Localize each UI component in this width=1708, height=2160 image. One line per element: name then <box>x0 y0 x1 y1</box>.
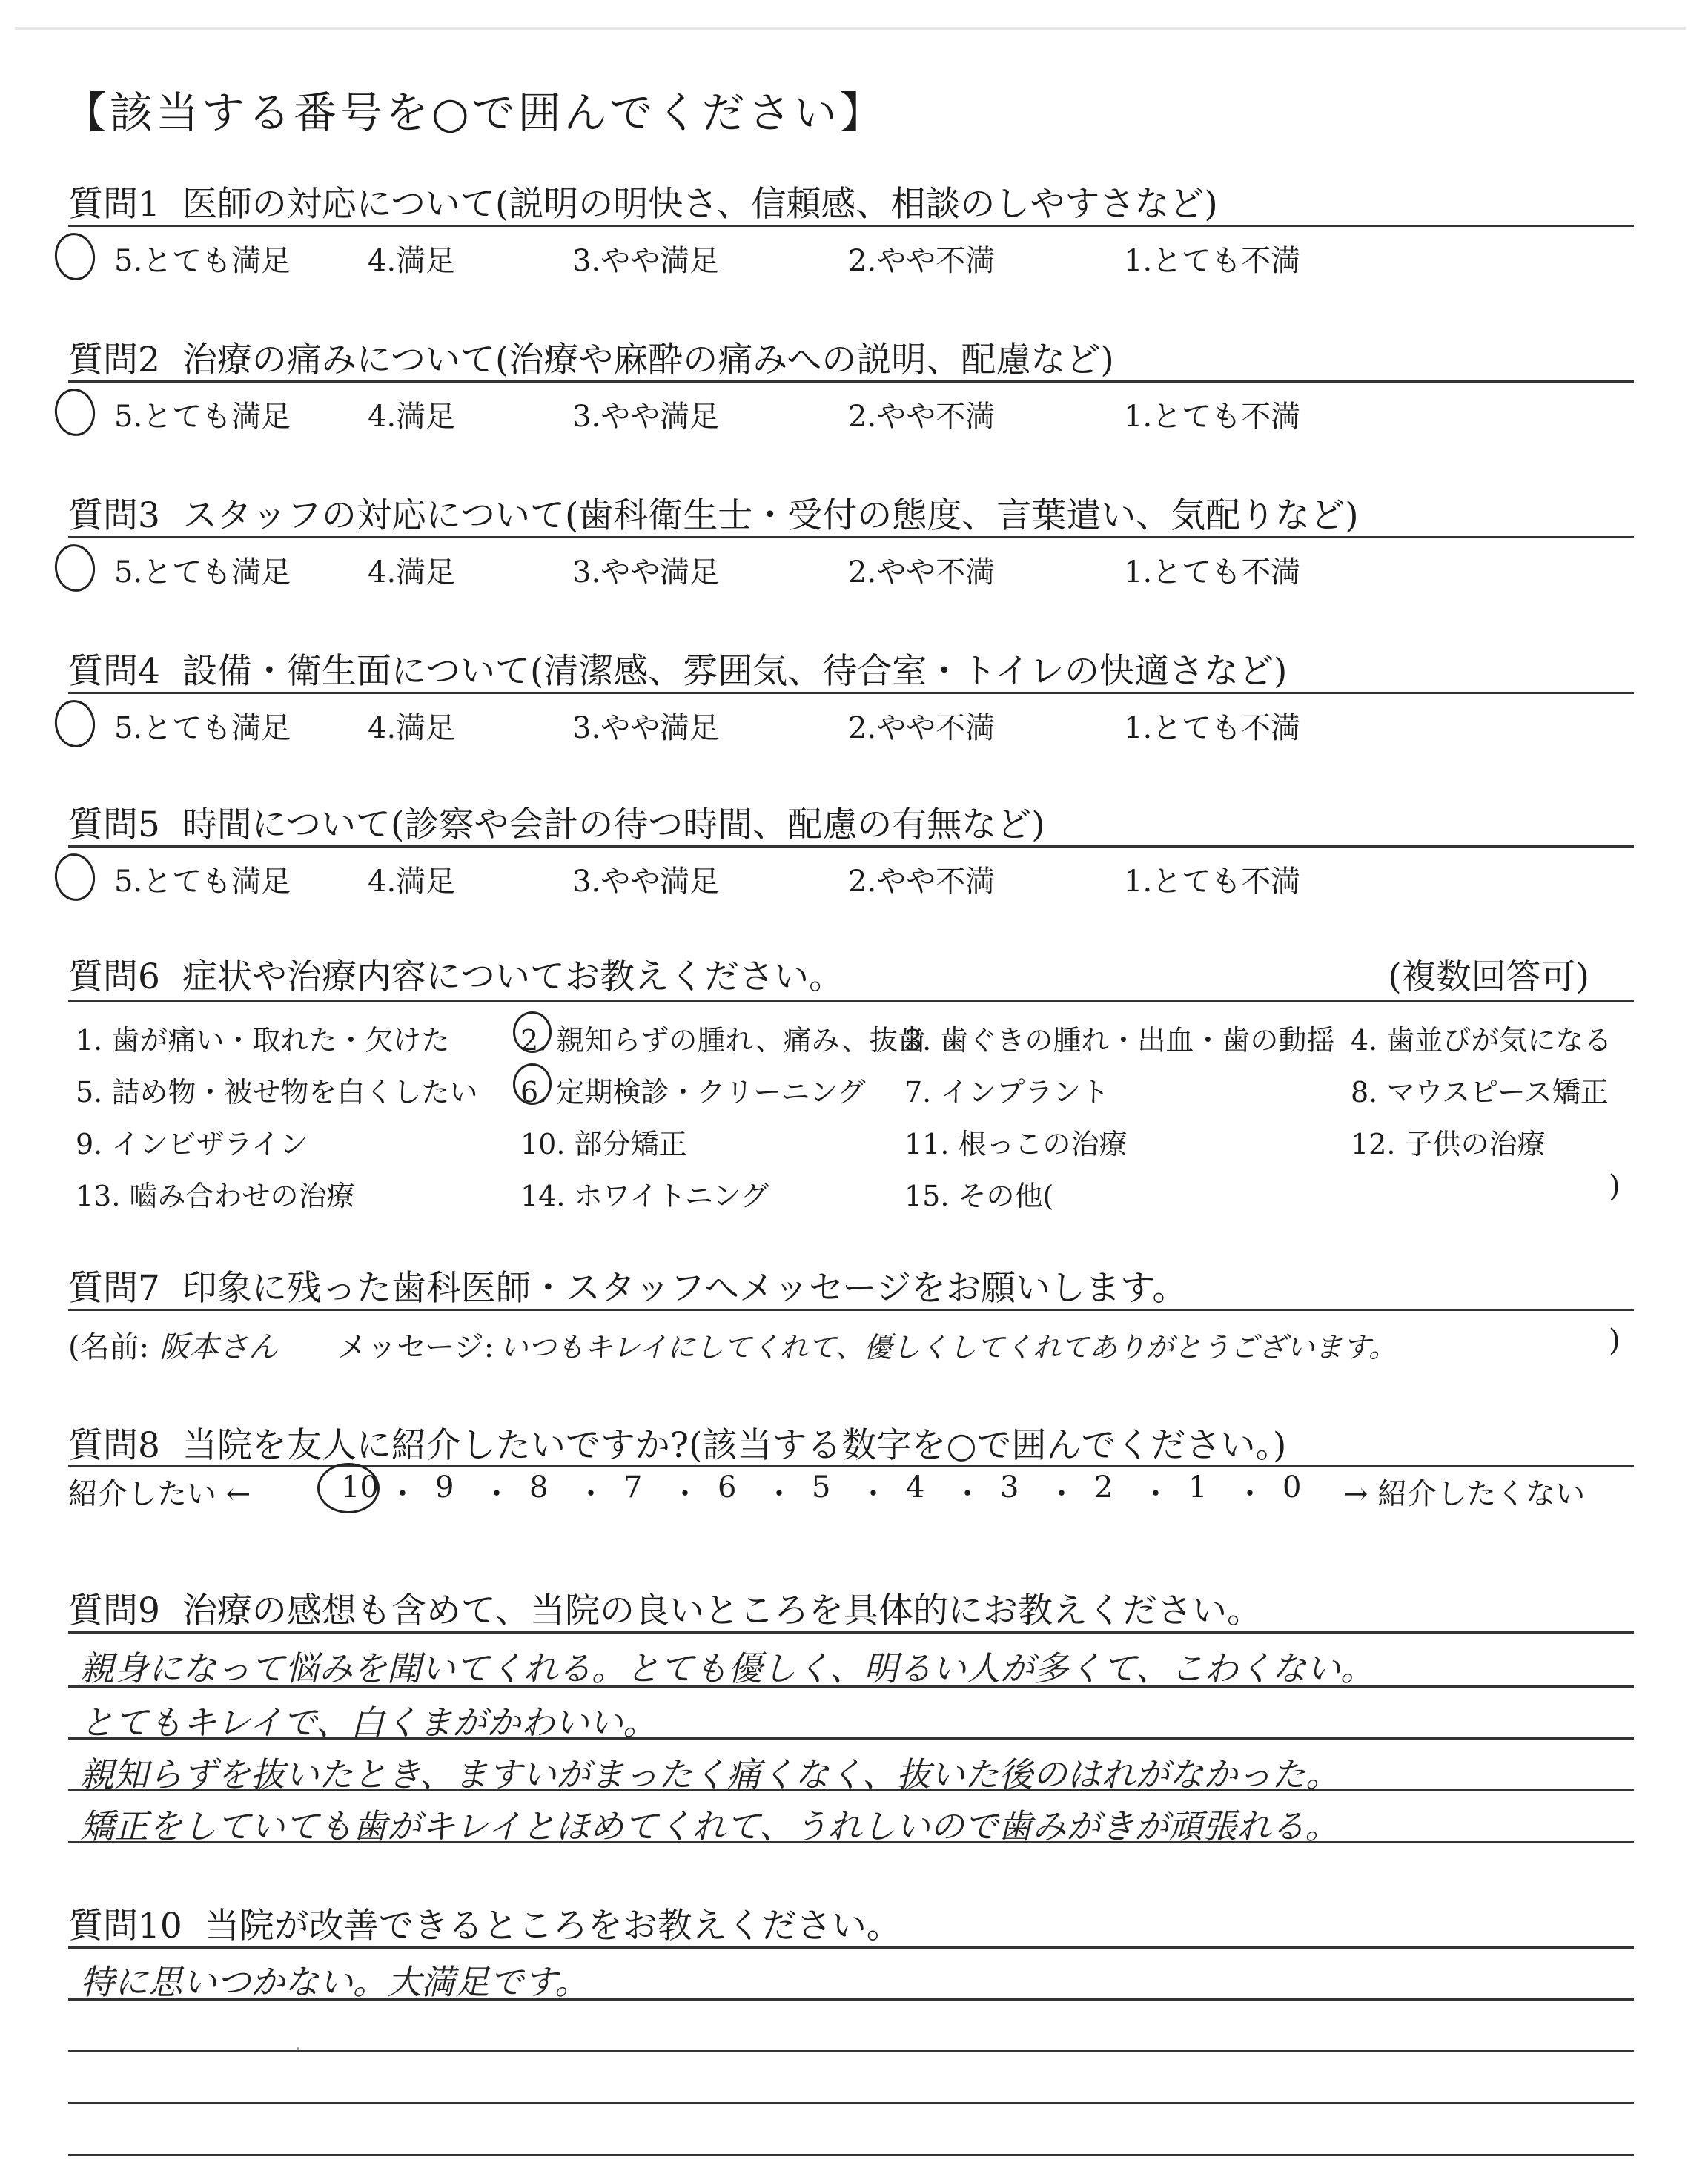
rating-option[interactable]: 2.やや不満 <box>848 400 996 434</box>
q6-multiple-note: (複数回答可) <box>1388 957 1589 997</box>
rating-option[interactable]: 4.満足 <box>368 555 456 589</box>
question-number: 質問4 <box>68 651 160 692</box>
q8-scale-value[interactable]: 5 <box>812 1470 831 1505</box>
rating-option[interactable]: 5.とても満足 <box>114 400 291 434</box>
q7-message-line <box>68 1324 1397 1366</box>
q9-number: 質問9 <box>68 1591 160 1631</box>
q6-option[interactable]: 14. ホワイトニング <box>520 1180 769 1212</box>
rating-option[interactable]: 1.とても不満 <box>1124 711 1301 745</box>
answer-rule <box>68 1631 1634 1634</box>
rating-option[interactable]: 4.満足 <box>368 865 456 899</box>
q6-option[interactable]: 6. 定期検診・クリーニング <box>520 1076 866 1109</box>
q9-answer-line: 親知らずを抜いたとき、ますいがまったく痛くなく、抜いた後のはれがなかった。 <box>80 1754 1340 1794</box>
q10-text: 当院が改善できるところをお教えください。 <box>204 1906 901 1946</box>
rating-option[interactable]: 2.やや不満 <box>848 865 996 899</box>
q8-separator: ・ <box>482 1477 512 1511</box>
q6-option[interactable]: 9. インビザライン <box>76 1128 308 1160</box>
q8-scale-value[interactable]: 8 <box>529 1470 549 1505</box>
question-text: 設備・衛生面について(清潔感、雰囲気、待合室・トイレの快適さなど) <box>182 651 1288 692</box>
answer-rule <box>68 2102 1634 2104</box>
q8-right-label: → 紹介したくない <box>1343 1477 1586 1511</box>
question-text: 時間について(診察や会計の待つ時間、配慮の有無など) <box>182 805 1045 845</box>
q6-other-close: ) <box>1609 1169 1621 1203</box>
q10-title <box>68 1898 901 1948</box>
selection-circle <box>52 698 98 750</box>
selection-circle <box>52 231 98 283</box>
page-heading: 【該当する番号を○で囲んでください】 <box>64 87 886 138</box>
q7-name-value: 阪本さん <box>159 1330 279 1364</box>
question-text: 治療の痛みについて(治療や麻酔の痛みへの説明、配慮など) <box>182 340 1114 380</box>
q8-left-label: 紹介したい ← <box>68 1477 251 1511</box>
q8-scale-value[interactable]: 2 <box>1094 1470 1113 1505</box>
question-rule <box>68 225 1634 227</box>
question-4-title <box>68 644 1287 693</box>
q8-separator: ・ <box>1047 1477 1076 1511</box>
rating-option[interactable]: 1.とても不満 <box>1124 244 1301 278</box>
q6-option[interactable]: 7. インプラント <box>904 1076 1110 1109</box>
q10-answer-line: 特に思いつかない。大満足です。 <box>80 1962 589 2002</box>
q8-rule <box>68 1465 1634 1467</box>
q9-answer-line: 親身になって悩みを聞いてくれる。とても優しく、明るい人が多くて、こわくない。 <box>80 1648 1375 1688</box>
q8-scale-value[interactable]: 10 <box>341 1470 379 1505</box>
question-3-title <box>68 488 1359 538</box>
selection-circle <box>52 542 98 595</box>
q8-separator: ・ <box>388 1477 417 1511</box>
q6-title <box>68 949 844 999</box>
q7-text: 印象に残った歯科医師・スタッフへメッセージをお願いします。 <box>182 1268 1188 1309</box>
q6-option[interactable]: 5. 詰め物・被せ物を白くしたい <box>76 1076 478 1109</box>
selection-circle <box>513 1063 552 1105</box>
q6-option[interactable]: 11. 根っこの治療 <box>904 1128 1128 1160</box>
question-number: 質問1 <box>68 184 160 225</box>
q9-text: 治療の感想も含めて、当院の良いところを具体的にお教えください。 <box>182 1591 1262 1631</box>
selection-circle <box>513 1011 552 1053</box>
rating-option[interactable]: 3.やや満足 <box>572 865 720 899</box>
q8-number: 質問8 <box>68 1425 160 1466</box>
q8-separator: ・ <box>576 1477 606 1511</box>
question-rule <box>68 380 1634 383</box>
question-number: 質問3 <box>68 495 160 536</box>
q7-number: 質問7 <box>68 1268 160 1309</box>
question-text: 医師の対応について(説明の明快さ、信頼感、相談のしやすさなど) <box>182 184 1218 225</box>
rating-option[interactable]: 1.とても不満 <box>1124 400 1301 434</box>
q6-option[interactable]: 3. 歯ぐきの腫れ・出血・歯の動揺 <box>904 1024 1335 1057</box>
q8-separator: ・ <box>858 1477 888 1511</box>
q6-option[interactable]: 1. 歯が痛い・取れた・欠けた <box>76 1024 450 1057</box>
q9-answer-line: とてもキレイで、白くまがかわいい。 <box>80 1702 658 1743</box>
q7-message-value: いつもキレイにしてくれて、優しくしてくれてありがとうございます。 <box>500 1331 1397 1364</box>
selection-circle <box>317 1463 380 1513</box>
q8-separator: ・ <box>764 1477 794 1511</box>
rating-option[interactable]: 5.とても満足 <box>114 865 291 899</box>
question-4-options <box>68 704 1625 749</box>
q9-title <box>68 1583 1262 1633</box>
q7-name-label: (名前: <box>68 1330 150 1364</box>
rating-option[interactable]: 5.とても満足 <box>114 555 291 589</box>
rating-option[interactable]: 2.やや不満 <box>848 555 996 589</box>
q8-scale-value[interactable]: 4 <box>906 1470 925 1505</box>
question-2-options <box>68 393 1625 437</box>
rating-option[interactable]: 2.やや不満 <box>848 244 996 278</box>
q8-separator: ・ <box>1141 1477 1171 1511</box>
q6-text: 症状や治療内容についてお教えください。 <box>182 957 844 997</box>
scan-edge <box>15 27 1686 30</box>
q8-title <box>68 1418 1286 1467</box>
rating-option[interactable]: 2.やや不満 <box>848 711 996 745</box>
q6-option[interactable]: 2. 親知らずの腫れ、痛み、抜歯 <box>520 1024 926 1057</box>
q7-title <box>68 1261 1187 1310</box>
q8-scale-value[interactable]: 1 <box>1188 1470 1208 1505</box>
rating-option[interactable]: 1.とても不満 <box>1124 865 1301 899</box>
rating-option[interactable]: 5.とても満足 <box>114 244 291 278</box>
question-rule <box>68 845 1634 848</box>
question-1-options <box>68 237 1625 282</box>
question-2-title <box>68 332 1114 382</box>
q6-option[interactable]: 10. 部分矯正 <box>520 1128 687 1160</box>
q10-number: 質問10 <box>68 1906 182 1946</box>
q8-text: 当院を友人に紹介したいですか?(該当する数字を○で囲んでください。) <box>182 1425 1287 1466</box>
question-rule <box>68 692 1634 694</box>
rating-option[interactable]: 4.満足 <box>368 711 456 745</box>
q7-close: ) <box>1609 1324 1621 1358</box>
q9-answer-line: 矯正をしていても歯がキレイとほめてくれて、うれしいので歯みがきが頑張れる。 <box>80 1806 1340 1846</box>
q8-scale-value[interactable]: 6 <box>718 1470 737 1505</box>
selection-circle <box>52 851 98 904</box>
question-rule <box>68 536 1634 538</box>
rating-option[interactable]: 3.やや満足 <box>572 244 720 278</box>
q8-separator: ・ <box>953 1477 982 1511</box>
rating-option[interactable]: 4.満足 <box>368 400 456 434</box>
question-3-options <box>68 549 1625 593</box>
question-number: 質問5 <box>68 805 160 845</box>
question-5-options <box>68 858 1625 902</box>
q6-option[interactable]: 8. マウスピース矯正 <box>1351 1076 1609 1109</box>
rating-option[interactable]: 1.とても不満 <box>1124 555 1301 589</box>
question-5-title <box>68 797 1045 847</box>
answer-rule <box>68 1946 1634 1949</box>
rating-option[interactable]: 3.やや満足 <box>572 711 720 745</box>
rating-option[interactable]: 3.やや満足 <box>572 400 720 434</box>
q6-option[interactable]: 15. その他( <box>904 1180 1054 1212</box>
rating-option[interactable]: 5.とても満足 <box>114 711 291 745</box>
q8-scale-value[interactable]: 0 <box>1282 1470 1302 1505</box>
q8-separator: ・ <box>670 1477 700 1511</box>
q8-scale-value[interactable]: 3 <box>1000 1470 1019 1505</box>
answer-rule <box>68 2154 1634 2156</box>
selection-circle <box>52 386 98 439</box>
question-text: スタッフの対応について(歯科衛生士・受付の態度、言葉遣い、気配りなど) <box>182 495 1359 536</box>
q6-option[interactable]: 4. 歯並びが気になる <box>1351 1024 1612 1057</box>
scan-speck <box>297 2047 299 2050</box>
q6-number: 質問6 <box>68 957 160 997</box>
q8-scale-value[interactable]: 9 <box>435 1470 454 1505</box>
q6-option[interactable]: 13. 嚙み合わせの治療 <box>76 1180 355 1212</box>
rating-option[interactable]: 4.満足 <box>368 244 456 278</box>
q6-rule <box>68 1000 1634 1002</box>
q6-option[interactable]: 12. 子供の治療 <box>1351 1128 1546 1160</box>
q7-message-label: メッセージ: <box>337 1330 494 1364</box>
q8-separator: ・ <box>1235 1477 1265 1511</box>
question-1-title <box>68 176 1218 226</box>
question-number: 質問2 <box>68 340 160 380</box>
q8-scale-value[interactable]: 7 <box>623 1470 643 1505</box>
q7-rule <box>68 1309 1634 1311</box>
rating-option[interactable]: 3.やや満足 <box>572 555 720 589</box>
answer-rule <box>68 2050 1634 2052</box>
